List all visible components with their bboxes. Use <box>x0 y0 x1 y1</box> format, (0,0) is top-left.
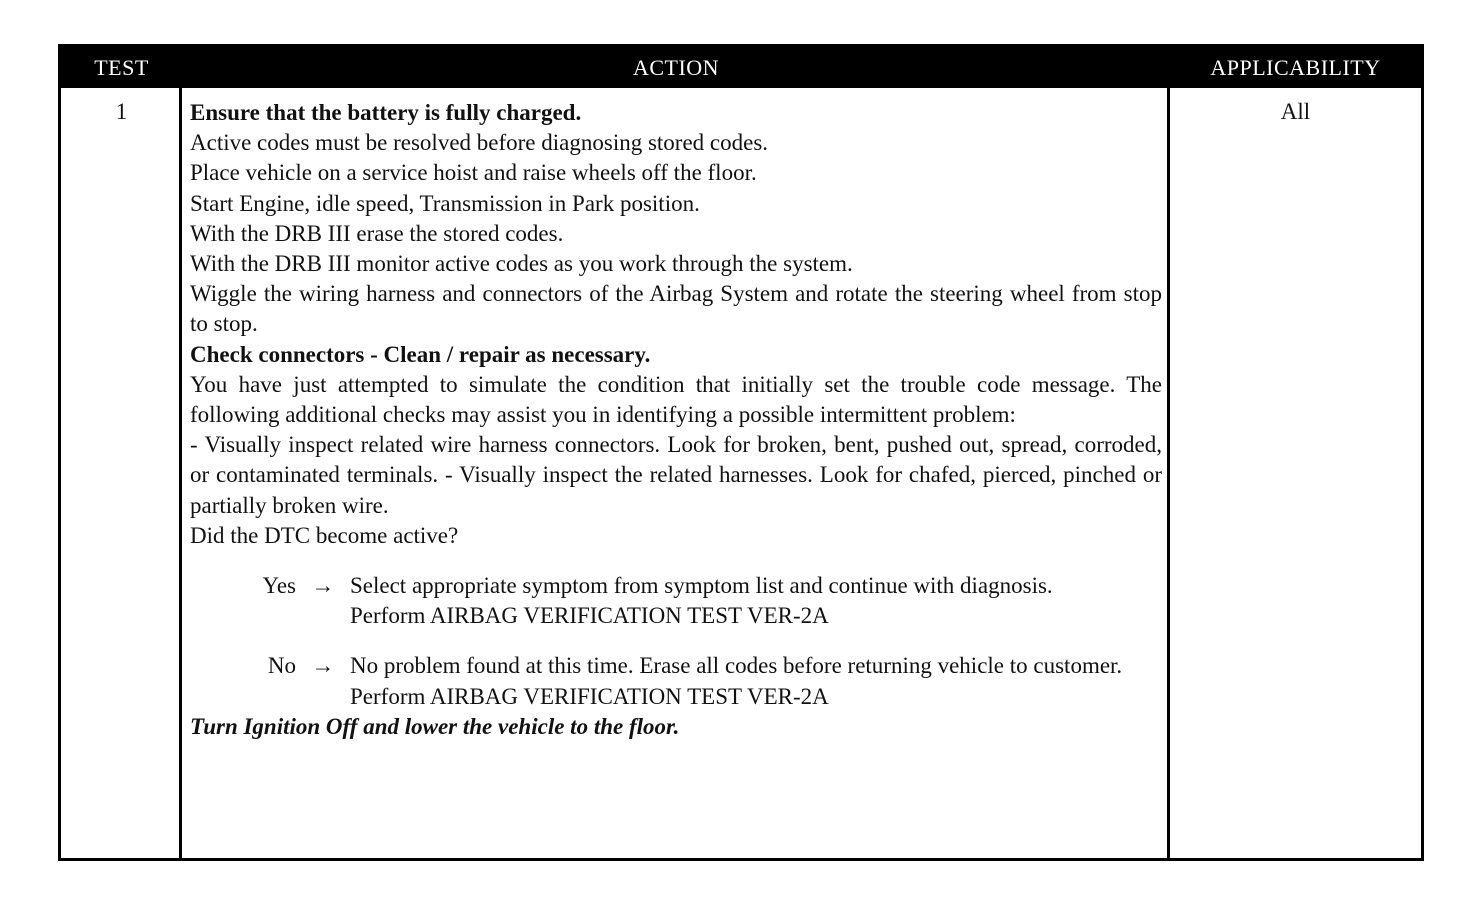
yes-label: Yes <box>262 573 296 599</box>
no-result-text: No problem found at this time. Erase all codes before returning vehicle to customer. <box>350 653 1123 679</box>
arrow-right-icon: → <box>311 653 335 679</box>
no-result <box>350 651 1162 711</box>
action-paragraph: - Visually inspect related wire harness connectors. Look for broken, bent, pushed out, spread, corroded, or contaminated terminals. - Visually inspect the related harnesses. Look for chafed, pierced, pinched or partially broken wire. <box>190 432 1162 518</box>
header-action: ACTION <box>632 55 720 80</box>
action-question: Did the DTC become active? <box>190 522 459 548</box>
action-paragraph: You have just attempted to simulate the condition that initially set the trouble code message. The following additional checks may assist you in identifying a possible intermittent problem: <box>190 371 1162 428</box>
applicability-value: All <box>1280 99 1311 124</box>
action-step: Place vehicle on a service hoist and raise wheels off the floor. <box>190 160 757 186</box>
action-step: With the DRB III erase the stored codes. <box>190 220 564 246</box>
test-number: 1 <box>115 99 128 124</box>
diagnostic-test-table <box>58 44 1424 861</box>
no-label: No <box>267 653 296 679</box>
yes-result-text: Select appropriate symptom from symptom list and continue with diagnosis. <box>350 573 1053 599</box>
no-result-verification: Perform AIRBAG VERIFICATION TEST VER-2A <box>350 683 829 709</box>
action-step-heading: Check connectors - Clean / repair as necessary. <box>190 341 651 367</box>
header-test: TEST <box>94 55 149 80</box>
no-branch <box>190 651 1162 711</box>
column-divider <box>1167 88 1170 858</box>
final-instruction: Turn Ignition Off and lower the vehicle to the floor. <box>190 713 680 739</box>
column-divider <box>179 88 182 858</box>
yes-result <box>350 571 1162 631</box>
action-cell <box>190 98 1162 742</box>
action-step-heading: Ensure that the battery is fully charged. <box>190 100 582 125</box>
action-step: Active codes must be resolved before diagnosing stored codes. <box>190 130 769 156</box>
yes-branch <box>190 571 1162 631</box>
yes-result-verification: Perform AIRBAG VERIFICATION TEST VER-2A <box>350 603 829 629</box>
action-step: With the DRB III monitor active codes as you work through the system. <box>190 251 853 277</box>
arrow-right-icon: → <box>311 573 335 599</box>
header-applicability: APPLICABILITY <box>1210 55 1381 80</box>
action-step: Start Engine, idle speed, Transmission in Park position. <box>190 190 700 216</box>
action-step: Wiggle the wiring harness and connectors of the Airbag System and rotate the steering wheel from stop to stop. <box>190 281 1162 337</box>
table-header <box>61 47 1421 88</box>
